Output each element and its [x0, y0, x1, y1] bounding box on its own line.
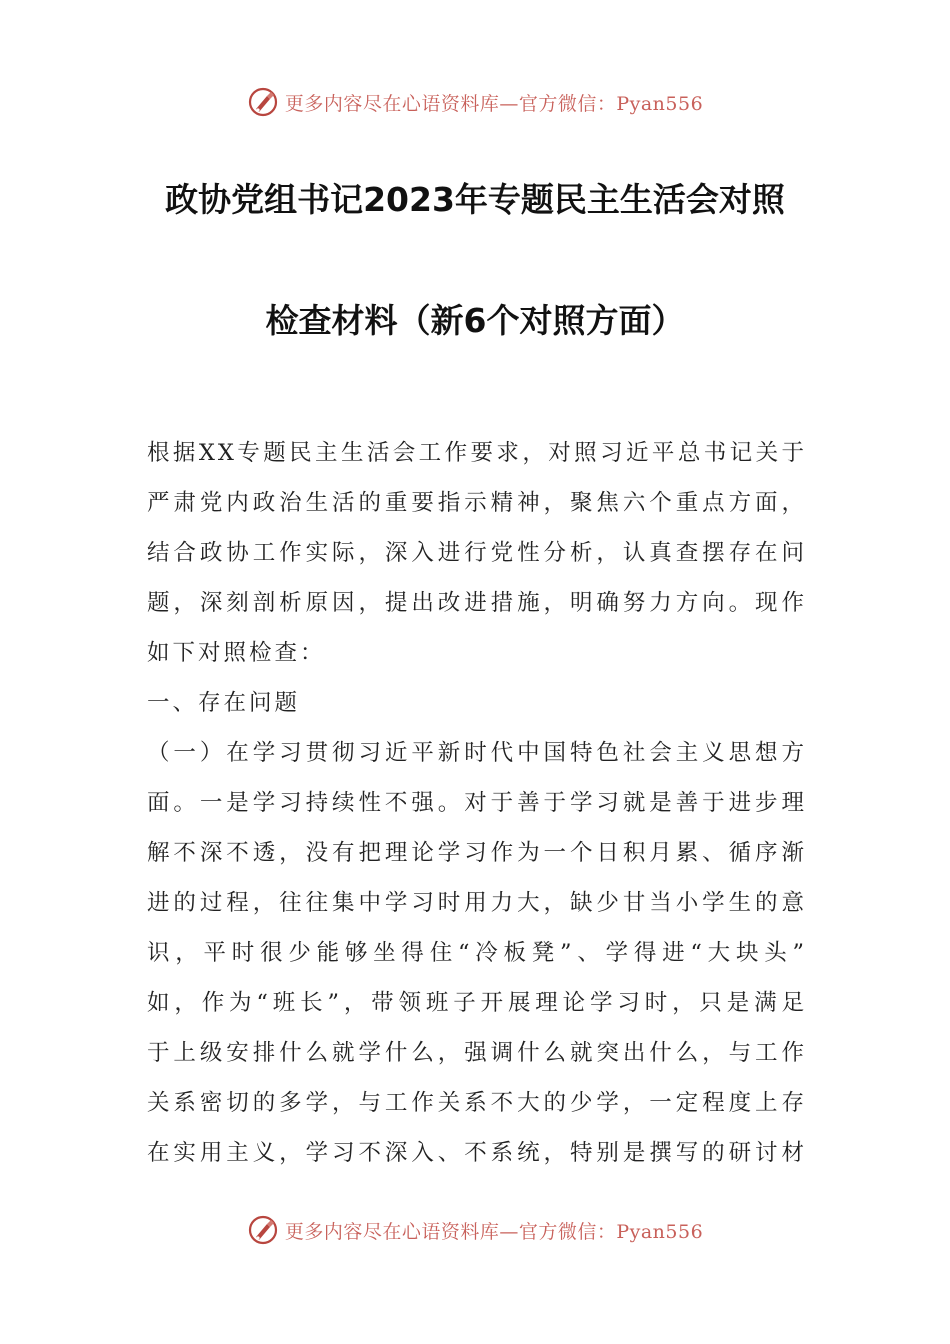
- paragraph-line: 在实用主义，学习不深入、不系统，特别是撰写的研讨材: [147, 1140, 807, 1166]
- paragraph-line: 关系密切的多学，与工作关系不大的少学，一定程度上存: [147, 1090, 807, 1116]
- watermark-footer: [0, 1210, 950, 1250]
- paragraph-line: 于上级安排什么就学什么，强调什么就突出什么，与工作: [147, 1040, 807, 1066]
- paragraph-line: 面。一是学习持续性不强。对于善于学习就是善于进步理: [147, 790, 807, 816]
- paragraph-line: 如下对照检查：: [147, 640, 326, 666]
- paragraph-line: 解不深不透，没有把理论学习作为一个日积月累、循序渐: [147, 840, 807, 866]
- pen-nib-logo-icon: [247, 86, 279, 118]
- paragraph-line: 识，平时很少能够坐得住“冷板凳”、学得进“大块头”: [147, 940, 807, 966]
- watermark-text: 更多内容尽在心语资料库—官方微信：Pyan556: [284, 1220, 704, 1243]
- paragraph-line: 进的过程，往往集中学习时用力大，缺少甘当小学生的意: [147, 890, 807, 916]
- watermark-text: 更多内容尽在心语资料库—官方微信：Pyan556: [284, 92, 704, 115]
- paragraph-line: 如，作为“班长”，带领班子开展理论学习时，只是满足: [147, 990, 807, 1016]
- paragraph-line: 根据XX专题民主生活会工作要求，对照习近平总书记关于: [147, 440, 807, 466]
- watermark-header: [0, 82, 950, 122]
- paragraph-line: 题，深刻剖析原因，提出改进措施，明确努力方向。现作: [147, 590, 807, 616]
- document-body: [147, 428, 807, 1178]
- pen-nib-logo-icon: [247, 1214, 279, 1246]
- document-title-line-1: 政协党组书记2023年专题民主生活会对照: [165, 180, 785, 219]
- paragraph-line: 结合政协工作实际，深入进行党性分析，认真查摆存在问: [147, 540, 807, 566]
- paragraph-line: 严肃党内政治生活的重要指示精神，聚焦六个重点方面，: [147, 490, 807, 516]
- paragraph-line: （一）在学习贯彻习近平新时代中国特色社会主义思想方: [147, 740, 807, 766]
- section-heading: 一、存在问题: [147, 690, 301, 716]
- document-title-line-2: 检查材料（新6个对照方面）: [265, 301, 685, 340]
